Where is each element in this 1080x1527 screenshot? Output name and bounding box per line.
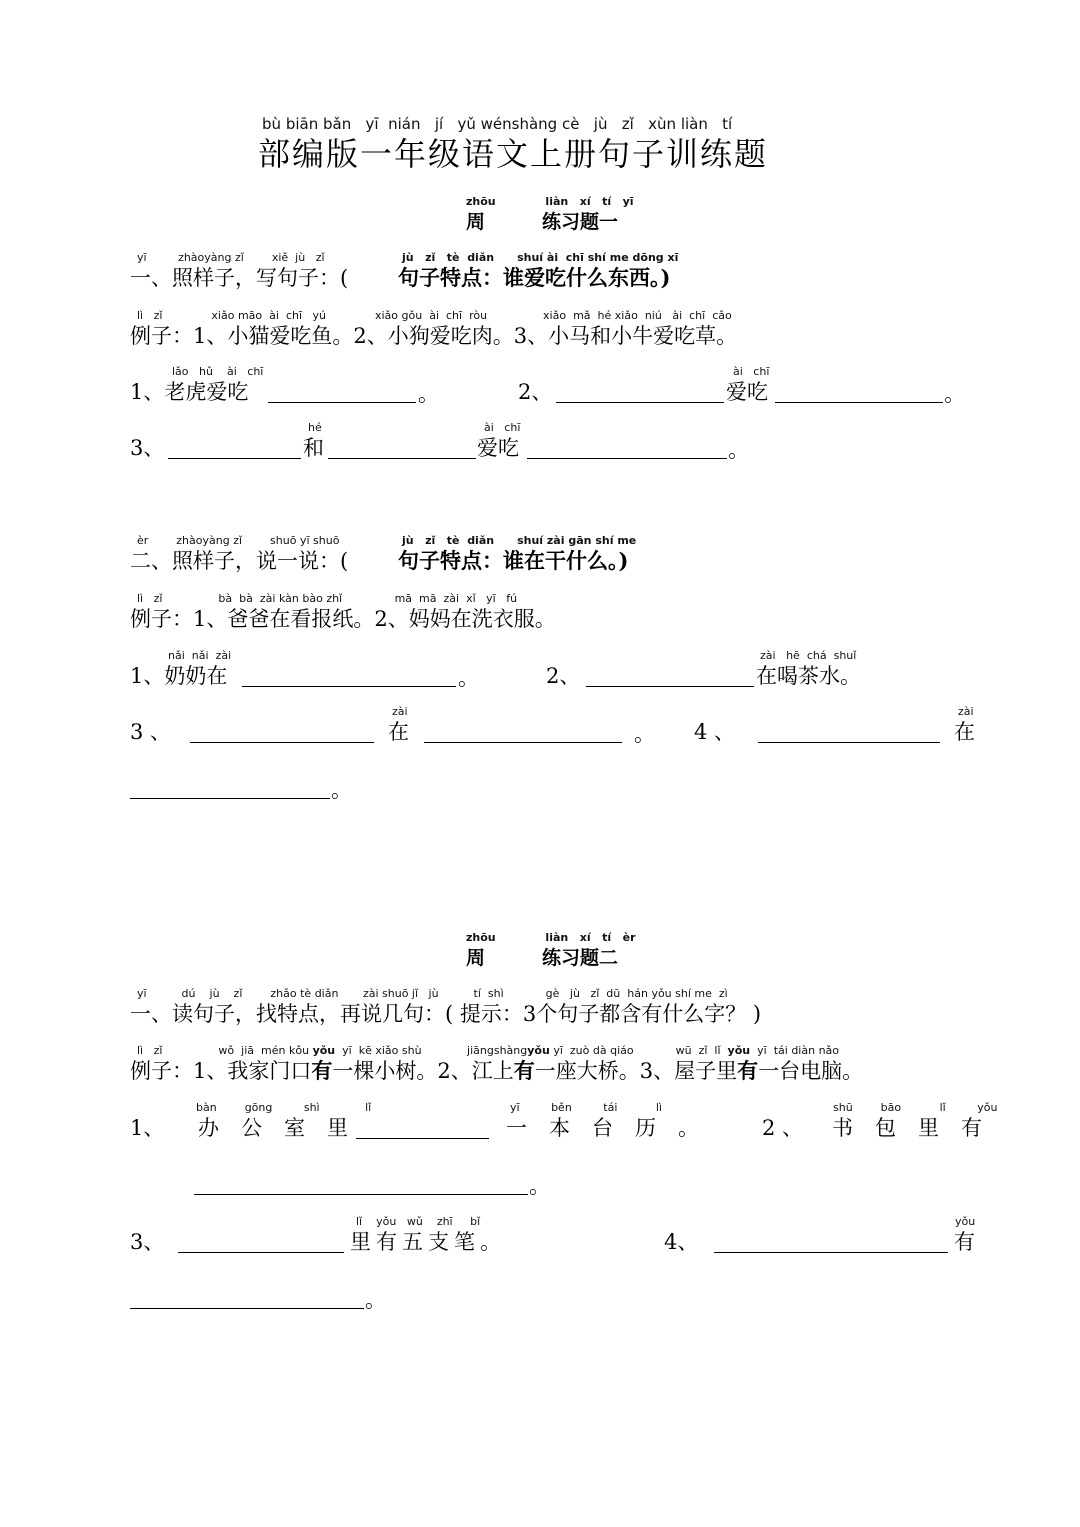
p1s1-q3-blank-c[interactable] [527,458,727,459]
example-emphasis-you: 有 [311,1058,333,1083]
p2s1-q1-chars: 办公室里 [198,1116,370,1140]
p2s1-q3-tail: 里有五支笔。 [350,1230,506,1254]
p2s1-q1-pinyin: bàn gōng shì lǐ [196,1101,372,1114]
part2-heading-title: 练习题二 [542,947,619,969]
p1s2-q1-period: 。 [458,666,479,690]
p1s2-q4-period: 。 [331,778,352,802]
p1s2-q1-pinyin: nǎi nǎi zài [168,649,232,662]
p1s1-example: 例子：1、小猫爱吃鱼。2、小狗爱吃肉。3、小马和小牛爱吃草。 [130,324,738,348]
p1s2-q4-blank-action[interactable] [130,798,330,799]
p1s2-example: 例子：1、爸爸在看报纸。2、妈妈在洗衣服。 [130,607,556,631]
p2s1-label-pinyin: yī dú jù zǐ zhǎo tè diǎn zài shuō jǐ jù tí shì gè jù zǐ dū hán yǒu shí me zì [137,987,728,1000]
part1-heading-zhou: 周 [466,211,486,233]
p2s1-q2-blank[interactable] [194,1194,528,1195]
p1s1-q1-pinyin: lǎo hǔ ài chī [172,365,264,378]
p2s1-q2-num: 2 、 [762,1116,804,1140]
p1s1-q3-period: 。 [728,438,749,462]
page-title: 部编版一年级语文上册句子训练题 [258,135,769,173]
p2s1-label: 一、读句子，找特点，再说几句：( 提示：3个句子都含有什么字？ ) [130,1002,762,1026]
example-emphasis-you: 有 [513,1058,535,1083]
p2s1-q2-pinyin: shū bāo lǐ yǒu [833,1101,998,1114]
p1s2-q2-pinyin: zài hē chá shuǐ [760,649,857,662]
p1s2-q3-blank-action[interactable] [424,742,622,743]
title-pinyin: bù biān bǎn yī nián jí yǔ wénshàng cè jù zǐ xùn liàn tí [262,115,733,133]
p2s1-q4-period: 。 [365,1288,386,1312]
p2s1-q3-num: 3、 [130,1230,165,1254]
p2s1-q2-chars: 书包里有 [832,1116,1004,1140]
p1s2-q1-answer-blank[interactable] [242,686,456,687]
p1s2-q3-period: 。 [634,722,655,746]
p2s1-q1-tail: 一本台历。 [506,1116,721,1140]
p1s1-hint: 句子特点：谁爱吃什么东西。) [398,265,671,290]
p1s2-q4-zai: 在 [954,720,975,744]
p1s2-q3-zai-pinyin: zài [392,705,408,718]
p2s1-q1-blank[interactable] [356,1138,489,1139]
p2s1-q4-pinyin: yǒu [955,1215,976,1228]
p2s1-q1-tail-pinyin: yī běn tái lì [510,1101,662,1114]
p1s1-label-pinyin: yī zhàoyàng zǐ xiě jù zǐ [137,251,325,264]
p1s2-hint-pinyin: jù zǐ tè diǎn shuí zài gān shí me [402,534,637,547]
part2-heading-zhou: 周 [466,947,486,969]
p1s1-q1-answer-blank[interactable] [268,402,416,403]
p1s1-q1-period: 。 [418,382,439,406]
p1s2-q1: 1、奶奶在 [130,664,228,688]
p1s2-q4-num: 4 、 [694,720,736,744]
part1-heading-title: 练习题一 [542,211,619,233]
p1s1-example-pinyin: lì zǐ xiǎo māo ài chī yú xiǎo gǒu ài chī ròu xiǎo mǎ hé xiǎo niú ài chī cǎo [137,309,732,322]
p1s1-q3-blank-a[interactable] [168,458,301,459]
part1-heading-pinyin: zhōu liàn xí tí yī [466,195,634,208]
p1s2-q2-tail: 在喝茶水。 [756,664,861,688]
p2s1-example: 例子：1、我家门口有一棵小树。2、江上有一座大桥。3、屋子里有一台电脑。 [130,1058,864,1083]
p1s2-label-pinyin: èr zhàoyàng zǐ shuō yī shuō [137,534,340,547]
p2s1-q3-pinyin: lǐ yǒu wǔ zhī bǐ [356,1215,481,1228]
p2s1-q2-period: 。 [529,1174,550,1198]
p1s2-q4-zai-pinyin: zài [958,705,974,718]
p1s2-hint: 句子特点：谁在干什么。) [398,548,629,573]
p1s2-q3-blank-subject[interactable] [190,742,374,743]
p1s1-q3-he: 和 [303,436,324,460]
example-emphasis-you: 有 [737,1058,759,1083]
p1s1-q2-mid: 爱吃 [726,380,768,404]
p1s1-q3-ai: 爱吃 [477,436,519,460]
p1s1-q3-he-pinyin: hé [308,421,322,434]
p2s1-q3-blank[interactable] [178,1252,344,1253]
p1s2-q3-num: 3 、 [130,720,172,744]
p2s1-q1-num: 1、 [130,1116,165,1140]
part2-heading-pinyin: zhōu liàn xí tí èr [466,931,636,944]
p2s1-q4-blank-object[interactable] [130,1308,364,1309]
p2s1-q4-tail: 有 [954,1230,975,1254]
p1s1-q3-ai-pinyin: ài chī [484,421,521,434]
p1s1-hint-pinyin: jù zǐ tè diǎn shuí ài chī shí me dōng xī [402,251,679,264]
p1s1-q3-num: 3、 [130,436,165,460]
p2s1-q4-num: 4、 [664,1230,699,1254]
p1s2-q4-blank-subject[interactable] [758,742,940,743]
p2s1-q4-blank-subject[interactable] [714,1252,948,1253]
p2s1-example-pinyin: lì zǐ wǒ jiā mén kǒu yǒu yī kē xiǎo shù jiāngshàngyǒu yī zuò dà qiáo wū zǐ lǐ yǒu yī tái diàn nǎo [137,1044,840,1057]
p1s1-q2-blank-subject[interactable] [556,402,724,403]
p1s1-label: 一、照样子，写句子：( [130,266,349,290]
p1s1-q3-blank-b[interactable] [328,458,476,459]
p1s1-q1: 1、老虎爱吃 [130,380,249,404]
p1s2-q3-zai: 在 [388,720,409,744]
p1s2-q2-blank[interactable] [586,686,754,687]
p1s1-q2-pinyin: ài chī [733,365,770,378]
p1s1-q2-blank-object[interactable] [775,402,943,403]
p1s1-q2-num: 2、 [518,380,553,404]
p1s2-example-pinyin: lì zǐ bà bà zài kàn bào zhǐ mā mā zài xǐ yī fú [137,592,518,605]
p1s2-label: 二、照样子，说一说：( [130,549,349,573]
p1s1-q2-period: 。 [944,382,965,406]
p1s2-q2-num: 2、 [546,664,581,688]
